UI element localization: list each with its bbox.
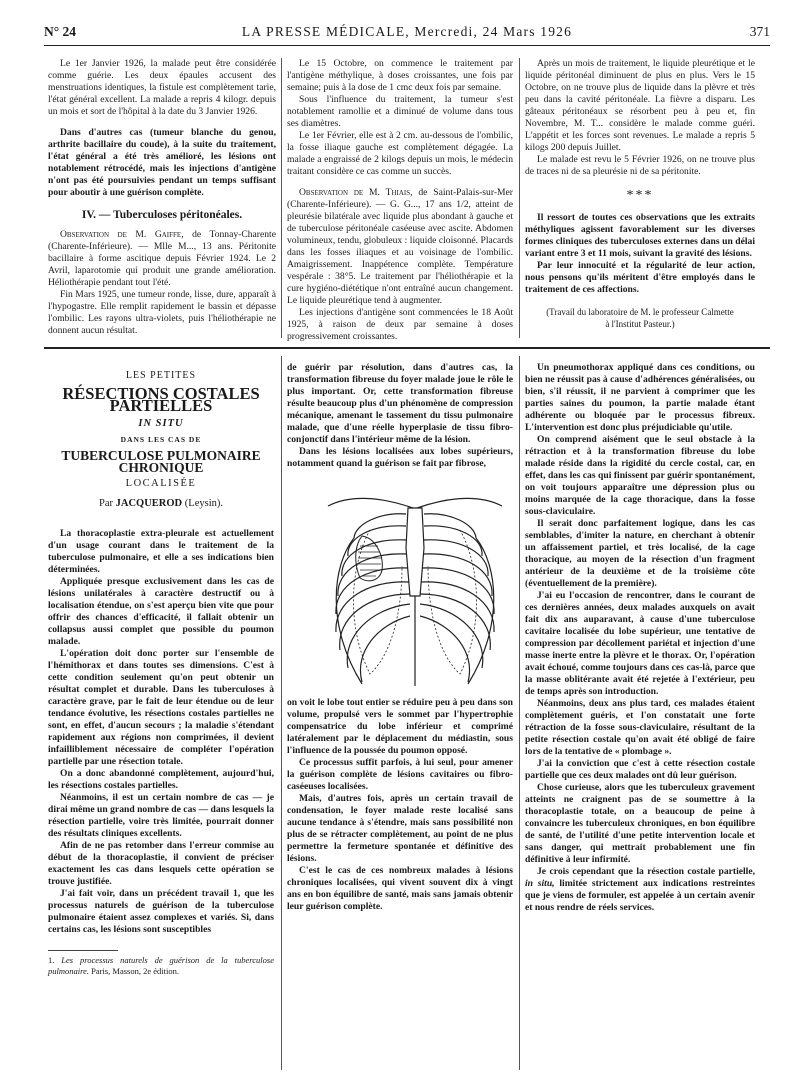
section-heading: IV. — Tuberculoses péritonéales. bbox=[81, 209, 243, 221]
observation-label: Observation de M. Gaiffe, bbox=[60, 229, 184, 240]
paragraph: Il serait donc parfaitement logique, dans les cas semblables, d'imiter la nature, en cherchant à obtenir un affaissement partiel, et très localisé, de la cage thoracique, au moyen de la résection d'un fragment antérieur de la deuxième et de la troisième côte (éventuellement de la première). bbox=[525, 518, 755, 589]
paragraph: Le 1er Janvier 1926, la malade peut être considérée comme guérie. Les deux épaules accusent des menstruations identiques, la fistule est complètement tarie, l'état général excellent. La malade a repris 4 kilogr. depuis un mois et sort de l'hôpital à la date du 3 Janvier 1926. bbox=[48, 58, 276, 117]
rib-cage-icon bbox=[310, 486, 520, 694]
page-header bbox=[44, 24, 770, 44]
paragraph: J'ai la conviction que c'est à cette résection costale partielle que ces deux malades ont dû leur guérison. bbox=[525, 758, 755, 781]
title-dans: DANS LES CAS DE bbox=[120, 435, 202, 444]
footnote-publisher: Paris, Masson, 2e édition. bbox=[91, 966, 179, 976]
paragraph: Après un mois de traitement, le liquide pleurétique et le liquide péritonéal diminuent de plus en plus. Vers le 15 Octobre, on ne trouve plus de liquide dans la plèvre et très peu dans la cavité péritonéale. La fièvre a disparu. Les gâteaux péritonéaux se résorbent peu à peu et, fin Novembre, M. T... considère le malade comme guéri. L'appétit et les forces sont revenues. Le malade a repris 5 kilogs 200 depuis Juillet. bbox=[525, 58, 755, 153]
column-divider bbox=[281, 58, 282, 338]
section-separator: *** bbox=[626, 188, 654, 203]
italic-run: in situ, bbox=[525, 878, 555, 889]
page-number: N° 24 bbox=[44, 24, 77, 39]
title-in-situ: IN SITU bbox=[138, 418, 184, 429]
article-title-block bbox=[48, 370, 274, 510]
figure-rib-cage bbox=[310, 486, 520, 694]
folio: 371 bbox=[749, 24, 770, 39]
article-column-2 bbox=[287, 362, 513, 470]
top-column-2 bbox=[287, 58, 513, 343]
journal-title: LA PRESSE MÉDICALE, Mercredi, 24 Mars 1926 bbox=[241, 24, 573, 39]
paragraph: Par leur innocuité et la régularité de leur action, nous pensons qu'ils méritent d'être employés dans le traitement de ces affections. bbox=[525, 260, 755, 295]
paragraph: Appliquée presque exclusivement dans les cas de lésions unilatérales à caractère destructif ou à localisation étendue, on s'est aperçu bien vite que pour offrir des chances d'efficacité, il fallait obtenir un collapsus aussi complet que possible du poumon malade. bbox=[48, 576, 274, 647]
paragraph: on voit le lobe tout entier se réduire peu à peu dans son volume, propulsé vers le sommet par l'hypertrophie compensatrice du lobe inférieur et comprimé latéralement par le déplacement du médiastin, sous l'influence de la poussée du poumon opposé. bbox=[287, 697, 513, 756]
paragraph: C'est le cas de ces nombreux malades à lésions chroniques localisées, qui vivent souvent dix à vingt ans en bon équilibre de santé, mais sans jamais obtenir leur guérison complète. bbox=[287, 865, 513, 912]
paragraph: Chose curieuse, alors que les tuberculeux gravement atteints ne craignent pas de se soumettre à la thoracoplastie totale, on a beaucoup de peine à convaincre les tuberculeux chroniques, en bon équilibre de santé, de l'utilité d'une petite intervention locale et sans danger, qui mettrait probablement une fin définitive à leur infirmité. bbox=[525, 782, 755, 865]
top-column-1 bbox=[48, 58, 276, 337]
title-tuberculose: TUBERCULOSE PULMONAIRE CHRONIQUE bbox=[61, 448, 261, 475]
article-column-2-continued bbox=[287, 697, 513, 913]
text-run: Je crois cependant que la résection costale partielle, bbox=[537, 866, 755, 877]
paragraph: Dans les lésions localisées aux lobes supérieurs, notamment quand la guérison se fait par fibrose, bbox=[287, 446, 513, 469]
credit-line-2: à l'Institut Pasteur.) bbox=[605, 319, 675, 329]
footnote-number: 1. bbox=[48, 955, 55, 965]
paragraph: Dans d'autres cas (tumeur blanche du genou, arthrite bacillaire du coude), à la suite du traitement, l'état général a été très amélioré, les lésions ont notablement rétrocédé, mais les injections d'antigène n'ont pas été poursuivies pendant un temps suffisant pour aboutir à une guérison complète. bbox=[48, 127, 276, 198]
paragraph bbox=[48, 229, 276, 289]
article-column-3 bbox=[525, 362, 755, 914]
paragraph: Sous l'influence du traitement, la tumeur s'est notablement ramollie et a diminué de volume dans tous ses diamètres. bbox=[287, 94, 513, 129]
paragraph: Mais, d'autres fois, après un certain travail de condensation, le foyer malade reste localisé sans aucune tendance à s'étendre, mais sans possibilité non plus de se rétracter complètement, au point de ne plus permettre la fermeture spontanée et définitive des lésions. bbox=[287, 793, 513, 864]
footnote-rule bbox=[48, 950, 118, 951]
paragraph: J'ai fait voir, dans un précédent travail 1, que les processus naturels de guérison de la tuberculose pulmonaire étaient assez complexes et variés. Si, dans certains cas, les lésions sont susceptibles bbox=[48, 888, 274, 935]
paragraph: Fin Mars 1925, une tumeur ronde, lisse, dure, apparaît à l'hypogastre. Elle remplit rapidement le bassin et dépasse l'ombilic. Les rayons ultra-violets, puis l'héliothérapie ne donnent aucun résultat. bbox=[48, 289, 276, 336]
author-place: (Leysin). bbox=[184, 498, 223, 509]
author-name: JACQUEROD bbox=[115, 498, 183, 509]
column-divider bbox=[519, 356, 520, 1070]
footnote bbox=[48, 955, 274, 977]
column-divider bbox=[519, 58, 520, 338]
paragraph: On comprend aisément que le seul obstacle à la rétraction et à la transformation fibreuse du lobe malade réside dans la rigidité du cercle costal, car, en effet, dans les cas qui finissent par guérir spontanément, on voit toujours apparaître une dépression plus ou moins marquée de la cage thoracique, dans la fosse sous-claviculaire. bbox=[525, 434, 755, 517]
top-column-3 bbox=[525, 58, 755, 330]
credit-line-1: (Travail du laboratoire de M. le professeur Calmette bbox=[546, 307, 734, 317]
author-prefix: Par bbox=[99, 498, 114, 509]
article-column-1 bbox=[48, 352, 274, 977]
paragraph: de guérir par résolution, dans d'autres cas, la transformation fibreuse du foyer malade joue le rôle le plus important. Or, cette transformation fibreuse résulte beaucoup plus d'un phénomène de compression mécanique, amenant le tassement du tissu pulmonaire malade, que d'une réelle hyperplasie de tissu fibro-conjonctif dans l'intérieur même de la lésion. bbox=[287, 362, 513, 445]
paragraph: On a donc abandonné complètement, aujourd'hui, les résections costales partielles. bbox=[48, 768, 274, 791]
paragraph: Afin de ne pas retomber dans l'erreur commise au début de la thoracoplastie, il convient de préciser exactement les cas dans lesquels cette opération se trouve justifiée. bbox=[48, 840, 274, 887]
paragraph: La thoracoplastie extra-pleurale est actuellement d'un usage courant dans le traitement de la tuberculose pulmonaire, et elle a ses indications bien déterminées. bbox=[48, 528, 274, 575]
paragraph: Les injections d'antigène sont commencées le 18 Août 1925, à raison de deux par semaine à doses progressivement croissantes. bbox=[287, 307, 513, 342]
observation-text: de Tonnay-Charente (Charente-Inférieure). — Mlle M..., 13 ans. Péritonite bacillaire à forme ascitique depuis Février 1924. Le 2 Avril, laparotomie qui produit une grande amélioration. Héliothérapie pendant tout l'été. bbox=[48, 229, 276, 288]
paragraph: Néanmoins, il est un certain nombre de cas — je dirai même un grand nombre de cas — dans lesquels la résection partielle, voire très limitée, pourrait donner des résultats cliniques excellents. bbox=[48, 792, 274, 839]
paragraph: Néanmoins, deux ans plus tard, ces malades étaient complètement guéris, et l'on constatait une forte rétraction de la fosse sous-claviculaire, résultant de la petite résection costale qu'on avait été obligé de faire lors de la tentative de « plombage ». bbox=[525, 698, 755, 757]
section-rule bbox=[44, 347, 770, 349]
paragraph: Le malade est revu le 5 Février 1926, on ne trouve plus de traces ni de sa pleurésie ni de sa péritonite. bbox=[525, 154, 755, 177]
paragraph: Un pneumothorax appliqué dans ces conditions, ou bien ne réussit pas à cause d'adhérences généralisées, ou bien, s'il réussit, il ne parvient à comprimer que les parties saines du poumon, la partie malade étant adhérente ou bloquée par le processus fibreux. L'intervention est donc plus préjudiciable qu'utile. bbox=[525, 362, 755, 433]
article-title: RÉSECTIONS COSTALES PARTIELLES bbox=[62, 384, 260, 415]
author-line bbox=[48, 498, 274, 510]
header-rule bbox=[44, 45, 770, 46]
paragraph bbox=[525, 866, 755, 914]
paragraph: J'ai eu l'occasion de rencontrer, dans le courant de ces dernières années, deux malades auxquels on avait fait dix ans auparavant, à cause d'une tuberculose cavitaire localisée du lobe supérieur, une tentative de compression par décollement pariétal et injection d'une masse inerte entre la plèvre et le thorax. Or, l'opération avait échoué, comme toujours dans ces cas-là, parce que la masse oblitérante avait été rejetée à l'extérieur, peu de temps après son introduction. bbox=[525, 590, 755, 697]
title-localisee: LOCALISÉE bbox=[125, 478, 197, 489]
column-divider bbox=[281, 356, 282, 1070]
paragraph: Le 15 Octobre, on commence le traitement par l'antigène méthylique, à doses croissantes, une fois par semaine; puis à la dose de 1 cmc deux fois par semaine. bbox=[287, 58, 513, 93]
paragraph: Le 1er Février, elle est à 2 cm. au-dessous de l'ombilic, la fosse iliaque gauche est complètement dégagée. La malade a engraissé de 2 kilogs depuis un mois, le médecin traitant considère ce cas comme un succès. bbox=[287, 130, 513, 177]
paragraph bbox=[287, 187, 513, 307]
paragraph: Ce processus suffit parfois, à lui seul, pour amener la guérison complète de lésions cavitaires ou fibro-caséeuses localisées. bbox=[287, 757, 513, 792]
observation-label: Observation de M. Thiais, bbox=[299, 187, 413, 198]
title-pre: LES PETITES bbox=[125, 370, 197, 381]
credit-line bbox=[525, 306, 755, 330]
observation-text: de Saint-Palais-sur-Mer (Charente-Inférieure). — G. G..., 17 ans 1/2, atteint de pleurésie bilatérale avec liquide plus abondant à gauche et de tuberculose péritonéale caséeuse avec ascite. Abdomen volumineux, tendu, globuleux : liquide cloisonné. Placards dans les fosses iliaques et au voisinage de l'ombilic. Amaigrissement. Inappétence complète. Température vespérale : 38°5. Le traitement par l'héliothérapie et la cure hygiéno-diététique n'ont entraîné aucun changement. Le liquide pleurétique tend à augmenter. bbox=[287, 187, 513, 306]
text-run: limitée strictement aux indications restreintes que je viens de formuler, est appelée à un certain avenir et nous rendre de réels services. bbox=[525, 878, 755, 913]
paragraph: L'opération doit donc porter sur l'ensemble de l'hémithorax et dans toutes ses dimensions. C'est à cette condition seulement qu'on peut obtenir un résultat complet et durable. Dans les tuberculoses à caractère grave, par le fait de leur étendue ou de leur tendance évolutive, les résections costales partielles ne sont, en effet, d'aucun secours ; la maladie s'étendant rapidement aux régions non comprimées, il devient infailliblement nécessaire de compléter l'opération partielle par une résection totale. bbox=[48, 648, 274, 767]
footnote-title: Les processus naturels de guérison de la tuberculose pulmonaire. bbox=[48, 955, 274, 976]
paragraph: Il ressort de toutes ces observations que les extraits méthyliques agissent favorablement sur les diverses formes cliniques des tuberculoses externes dans un délai variant entre 3 et 11 mois, suivant la gravité des lésions. bbox=[525, 212, 755, 259]
